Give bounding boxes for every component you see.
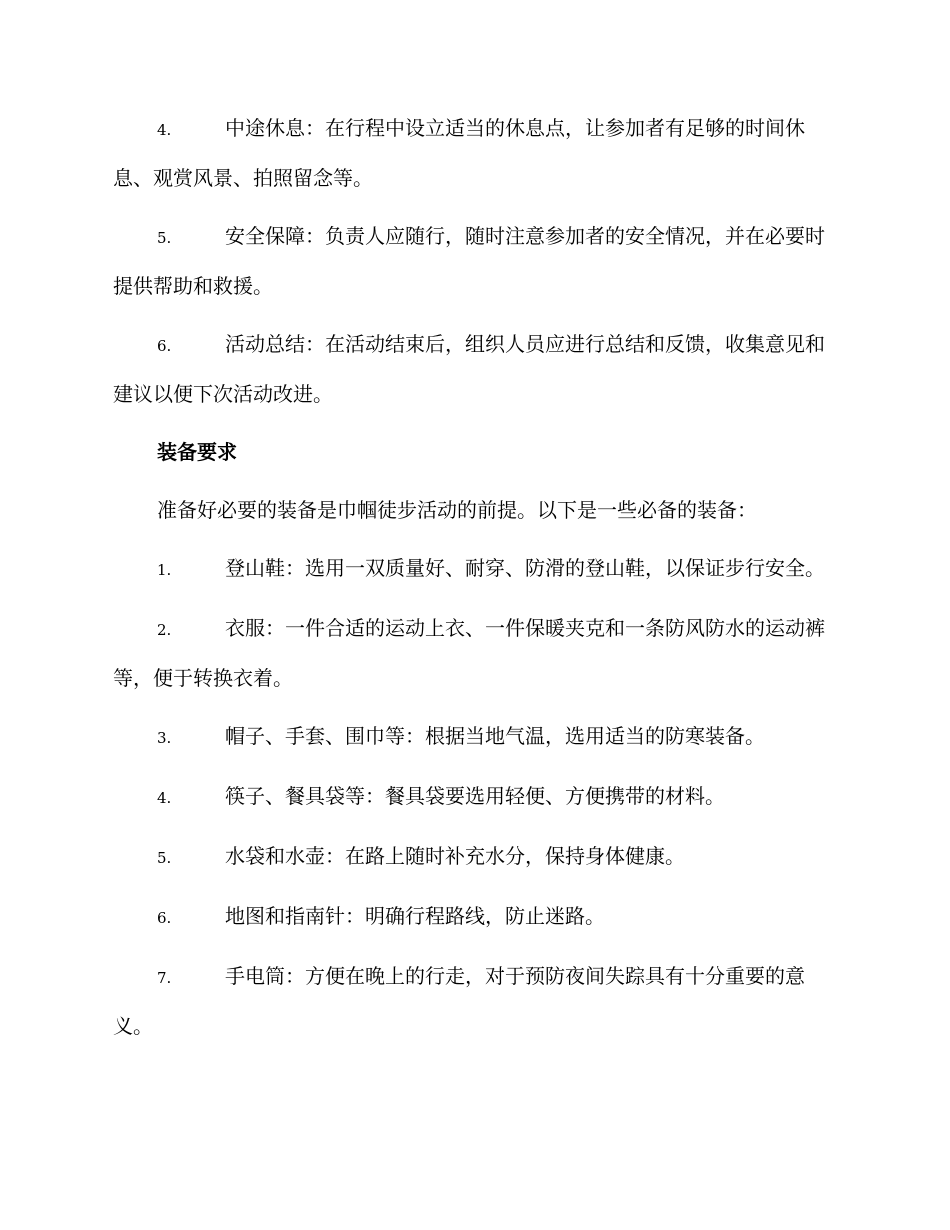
list-item [113, 212, 833, 310]
list-text: 安全保障：负责人应随行，随时注意参加者的安全情况，并在必要时提供帮助和救援。 [113, 224, 825, 298]
list-text: 帽子、手套、围巾等：根据当地气温，选用适当的防寒装备。 [225, 724, 765, 748]
list-item [113, 952, 833, 1050]
list-item [113, 320, 833, 418]
list-number: 6. [157, 337, 172, 355]
list-text: 中途休息：在行程中设立适当的休息点，让参加者有足够的时间休息、观赏风景、拍照留念等。 [113, 116, 805, 190]
list-number: 2. [157, 621, 172, 639]
list-text: 登山鞋：选用一双质量好、耐穿、防滑的登山鞋，以保证步行安全。 [225, 556, 825, 580]
list-text: 水袋和水壶：在路上随时补充水分，保持身体健康。 [225, 844, 685, 868]
list-item [113, 712, 833, 762]
list-number: 4. [157, 789, 172, 807]
list-text: 地图和指南针：明确行程路线，防止迷路。 [225, 904, 605, 928]
list-text: 活动总结：在活动结束后，组织人员应进行总结和反馈，收集意见和建议以便下次活动改进。 [113, 332, 825, 406]
section-heading: 装备要求 [157, 440, 237, 464]
list-number: 7. [157, 969, 172, 987]
list-item [113, 892, 833, 942]
list-item [113, 832, 833, 882]
list-text: 筷子、餐具袋等：餐具袋要选用轻便、方便携带的材料。 [225, 784, 725, 808]
list-number: 5. [157, 229, 172, 247]
list-item [113, 604, 833, 702]
list-number: 6. [157, 909, 172, 927]
list-item [113, 104, 833, 202]
list-number: 3. [157, 729, 172, 747]
list-text: 手电筒：方便在晚上的行走，对于预防夜间失踪具有十分重要的意义。 [113, 964, 805, 1038]
list-number: 5. [157, 849, 172, 867]
list-item [113, 772, 833, 822]
list-text: 衣服：一件合适的运动上衣、一件保暖夹克和一条防风防水的运动裤等，便于转换衣着。 [113, 616, 825, 690]
list-number: 4. [157, 121, 172, 139]
document-content [113, 104, 833, 1060]
intro-paragraph: 准备好必要的装备是巾帼徒步活动的前提。以下是一些必备的装备： [157, 498, 757, 522]
list-number: 1. [157, 561, 172, 579]
list-item [113, 544, 833, 594]
